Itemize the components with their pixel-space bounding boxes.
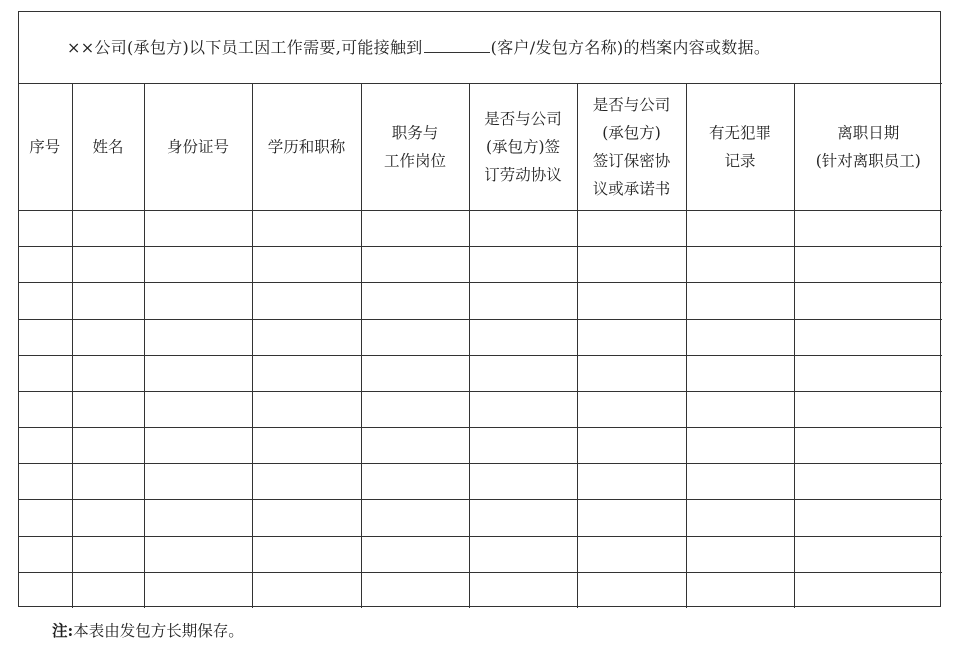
table-cell[interactable]	[144, 428, 252, 464]
table-cell[interactable]	[144, 247, 252, 283]
table-cell[interactable]	[469, 500, 577, 536]
table-cell[interactable]	[469, 211, 577, 247]
table-cell[interactable]	[577, 572, 686, 608]
table-cell[interactable]	[469, 355, 577, 391]
table-cell[interactable]	[18, 536, 72, 572]
table-cell[interactable]	[577, 211, 686, 247]
table-row	[18, 428, 942, 464]
table-cell[interactable]	[18, 391, 72, 427]
table-cell[interactable]	[361, 464, 469, 500]
table-cell[interactable]	[577, 464, 686, 500]
table-cell[interactable]	[72, 500, 144, 536]
table-cell[interactable]	[144, 283, 252, 319]
table-cell[interactable]	[794, 211, 942, 247]
table-cell[interactable]	[794, 391, 942, 427]
table-cell[interactable]	[469, 464, 577, 500]
table-cell[interactable]	[18, 500, 72, 536]
table-cell[interactable]	[361, 572, 469, 608]
table-cell[interactable]	[469, 319, 577, 355]
table-cell[interactable]	[252, 247, 361, 283]
table-cell[interactable]	[577, 319, 686, 355]
form-title	[67, 35, 770, 58]
table-cell[interactable]	[686, 428, 794, 464]
table-cell[interactable]	[686, 283, 794, 319]
table-cell[interactable]	[252, 391, 361, 427]
table-cell[interactable]	[252, 428, 361, 464]
table-row	[18, 572, 942, 608]
table-cell[interactable]	[18, 283, 72, 319]
table-cell[interactable]	[361, 391, 469, 427]
table-cell[interactable]	[686, 211, 794, 247]
table-cell[interactable]	[252, 536, 361, 572]
form-title-row	[19, 12, 940, 84]
table-cell[interactable]	[577, 247, 686, 283]
table-cell[interactable]	[18, 428, 72, 464]
table-cell[interactable]	[252, 283, 361, 319]
table-cell[interactable]	[794, 428, 942, 464]
table-body	[18, 211, 942, 609]
table-cell[interactable]	[469, 283, 577, 319]
table-cell[interactable]	[469, 391, 577, 427]
table-cell[interactable]	[144, 536, 252, 572]
table-cell[interactable]	[72, 247, 144, 283]
table-cell[interactable]	[686, 319, 794, 355]
column-header: 是否与公司 (承包方)签 订劳动协议	[469, 84, 577, 211]
column-header: 身份证号	[144, 84, 252, 211]
table-cell[interactable]	[144, 500, 252, 536]
table-cell[interactable]	[72, 572, 144, 608]
table-row	[18, 536, 942, 572]
table-row	[18, 211, 942, 247]
table-row	[18, 283, 942, 319]
table-cell[interactable]	[252, 211, 361, 247]
table-row	[18, 391, 942, 427]
column-header: 职务与 工作岗位	[361, 84, 469, 211]
table-cell[interactable]	[361, 428, 469, 464]
table-cell[interactable]	[144, 355, 252, 391]
table-cell[interactable]	[361, 211, 469, 247]
table-cell[interactable]	[144, 391, 252, 427]
table-cell[interactable]	[794, 355, 942, 391]
table-cell[interactable]	[18, 319, 72, 355]
table-cell[interactable]	[577, 428, 686, 464]
table-cell[interactable]	[72, 355, 144, 391]
table-cell[interactable]	[361, 283, 469, 319]
column-header: 序号	[18, 84, 72, 211]
table-cell[interactable]	[794, 247, 942, 283]
table-cell[interactable]	[144, 319, 252, 355]
header-row	[18, 84, 942, 211]
column-header: 有无犯罪 记录	[686, 84, 794, 211]
table-cell[interactable]	[18, 572, 72, 608]
table-cell[interactable]	[72, 211, 144, 247]
table-cell[interactable]	[794, 536, 942, 572]
table-cell[interactable]	[72, 319, 144, 355]
table-cell[interactable]	[577, 500, 686, 536]
table-cell[interactable]	[72, 464, 144, 500]
table-cell[interactable]	[686, 247, 794, 283]
client-name-blank[interactable]	[424, 38, 490, 53]
table-cell[interactable]	[794, 283, 942, 319]
table-cell[interactable]	[577, 355, 686, 391]
column-header: 学历和职称	[252, 84, 361, 211]
table-cell[interactable]	[252, 572, 361, 608]
table-cell[interactable]	[72, 536, 144, 572]
table-cell[interactable]	[794, 500, 942, 536]
table-cell[interactable]	[18, 355, 72, 391]
table-cell[interactable]	[72, 428, 144, 464]
table-cell[interactable]	[469, 247, 577, 283]
footnote	[52, 619, 244, 641]
table-cell[interactable]	[18, 247, 72, 283]
table-cell[interactable]	[361, 536, 469, 572]
table-cell[interactable]	[252, 319, 361, 355]
table-row	[18, 319, 942, 355]
table-row	[18, 355, 942, 391]
table-cell[interactable]	[577, 391, 686, 427]
title-prefix: ××公司(承包方)以下员工因工作需要,可能接触到	[67, 38, 423, 57]
table-cell[interactable]	[72, 391, 144, 427]
table-row	[18, 247, 942, 283]
table-cell[interactable]	[252, 500, 361, 536]
column-header: 离职日期 (针对离职员工)	[794, 84, 942, 211]
table-cell[interactable]	[252, 355, 361, 391]
table-cell[interactable]	[361, 500, 469, 536]
table-cell[interactable]	[686, 500, 794, 536]
title-suffix: (客户/发包方名称)的档案内容或数据。	[490, 38, 771, 57]
table-cell[interactable]	[686, 572, 794, 608]
table-row	[18, 464, 942, 500]
table-cell[interactable]	[469, 428, 577, 464]
column-header: 姓名	[72, 84, 144, 211]
employee-archive-form	[18, 11, 941, 607]
table-cell[interactable]	[686, 355, 794, 391]
table-cell[interactable]	[794, 464, 942, 500]
table-cell[interactable]	[577, 283, 686, 319]
table-cell[interactable]	[794, 319, 942, 355]
table-cell[interactable]	[794, 572, 942, 608]
table-cell[interactable]	[686, 536, 794, 572]
table-cell[interactable]	[469, 536, 577, 572]
table-cell[interactable]	[361, 319, 469, 355]
table-cell[interactable]	[252, 464, 361, 500]
footnote-text: 本表由发包方长期保存。	[73, 622, 244, 640]
table-cell[interactable]	[361, 247, 469, 283]
employee-table	[18, 83, 942, 608]
table-cell[interactable]	[144, 464, 252, 500]
table-cell[interactable]	[686, 391, 794, 427]
table-row	[18, 500, 942, 536]
table-cell[interactable]	[18, 211, 72, 247]
table-cell[interactable]	[577, 536, 686, 572]
table-cell[interactable]	[144, 572, 252, 608]
table-cell[interactable]	[361, 355, 469, 391]
table-cell[interactable]	[144, 211, 252, 247]
table-cell[interactable]	[18, 464, 72, 500]
table-cell[interactable]	[469, 572, 577, 608]
table-cell[interactable]	[686, 464, 794, 500]
footnote-label: 注:	[52, 621, 74, 640]
table-cell[interactable]	[72, 283, 144, 319]
column-header: 是否与公司 (承包方) 签订保密协 议或承诺书	[577, 84, 686, 211]
